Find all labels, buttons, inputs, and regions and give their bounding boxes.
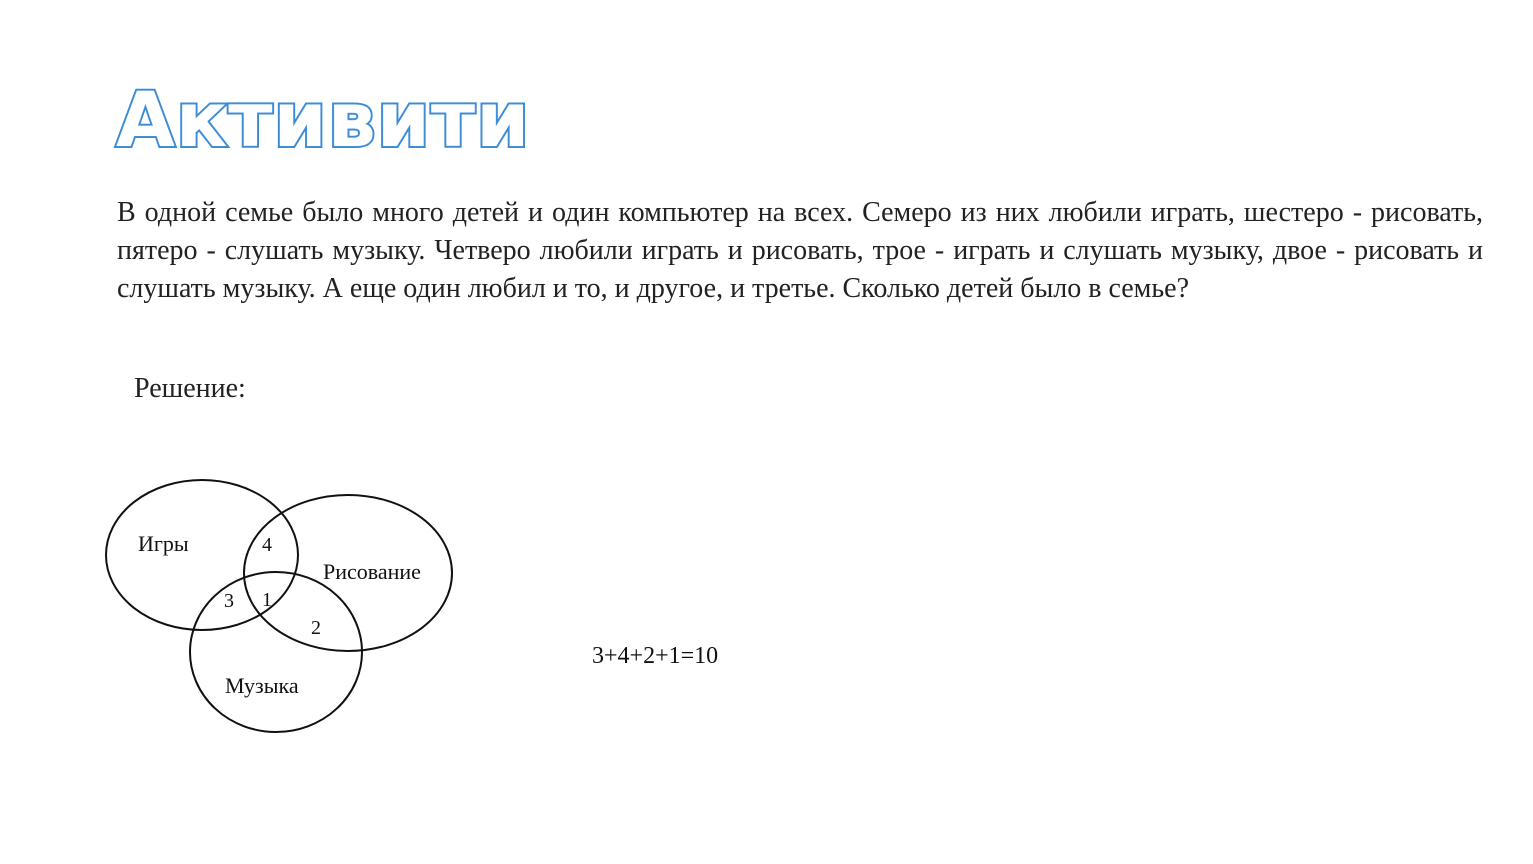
- solution-label: Решение:: [134, 373, 246, 404]
- circle-music: [190, 572, 362, 732]
- region-drawing-music: 2: [311, 617, 321, 639]
- problem-text: В одной семье было много детей и один компьютер на всех. Семеро из них любили играть, шестеро - рисовать, пятеро - слушать музыку. Четверо любили играть и рисовать, трое - играть и слушать музыку, двое - рисовать и слушать музыку. А еще один любил и то, и другое, и третье. Сколько детей было в семье?: [117, 197, 1483, 304]
- region-all-three: 1: [262, 589, 272, 611]
- label-drawing: Рисование: [323, 559, 421, 584]
- slide-title: Активити: [116, 75, 531, 164]
- circle-drawing: [244, 495, 452, 651]
- circle-games: [106, 480, 298, 630]
- region-games-music: 3: [224, 590, 234, 612]
- solution-equation: 3+4+2+1=10: [592, 643, 719, 669]
- region-games-drawing: 4: [262, 534, 272, 556]
- label-music: Музыка: [225, 673, 299, 698]
- label-games: Игры: [138, 531, 189, 556]
